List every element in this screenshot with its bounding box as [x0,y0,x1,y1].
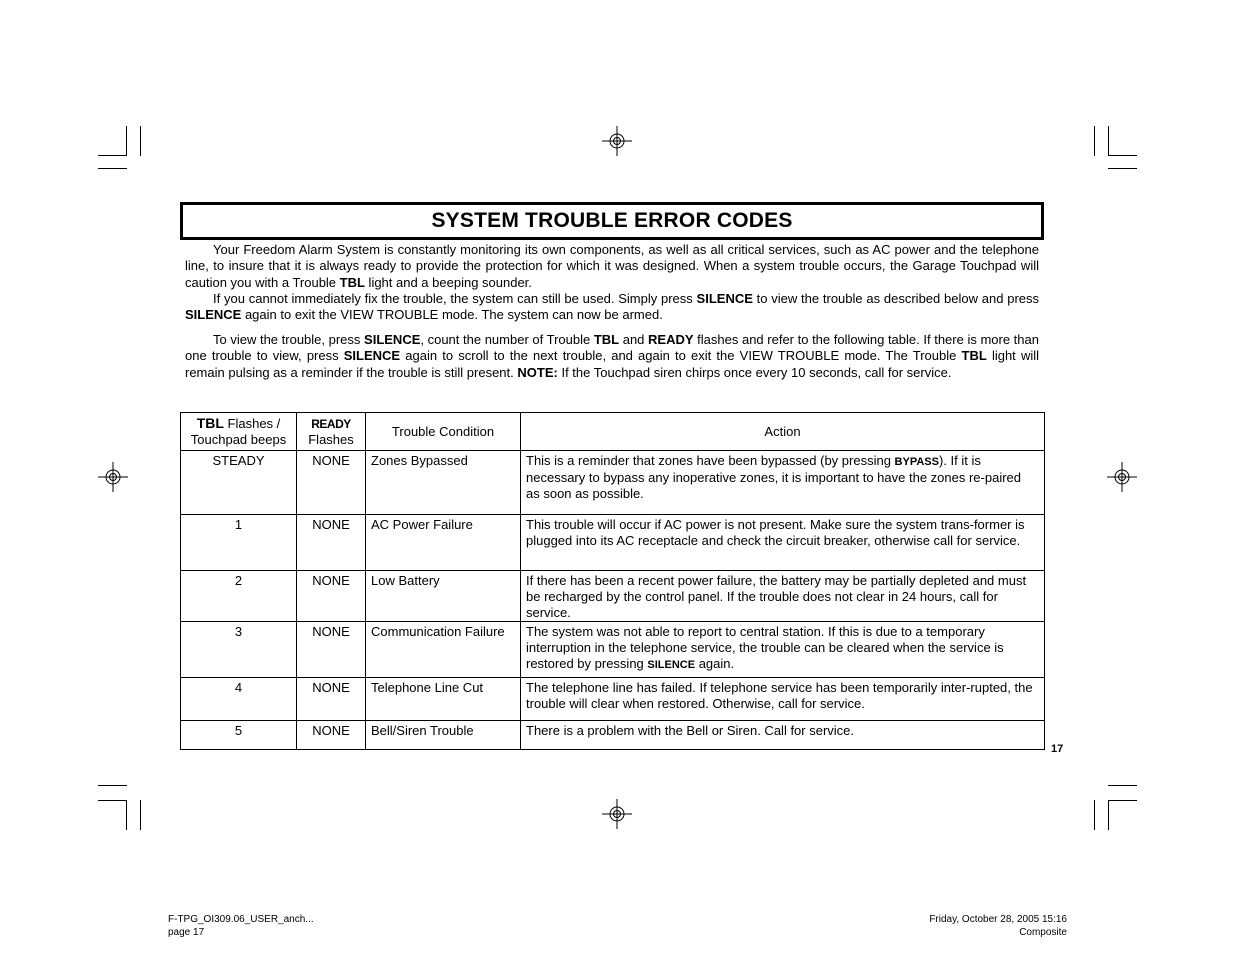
table-row [181,622,1045,678]
footer-left [168,913,314,939]
cell-condition: Low Battery [366,571,521,622]
table-row [181,571,1045,622]
trouble-codes-table [180,412,1045,750]
page-title: SYSTEM TROUBLE ERROR CODES [431,209,793,232]
cell-action: There is a problem with the Bell or Siren. Call for service. [521,721,1045,750]
cell-tbl: 1 [181,515,297,571]
intro-paragraph-2: If you cannot immediately fix the trouble, the system can still be used. Simply press SILENCE to view the trouble as described below and press SILENCE again to exit the VIEW TROUBLE mode. The system can now be armed. [185,291,1040,323]
cell-condition: Zones Bypassed [366,451,521,515]
cell-ready: NONE [297,451,366,515]
cell-condition: Bell/Siren Trouble [366,721,521,750]
cell-tbl: 3 [181,622,297,678]
footer-right [929,913,1067,939]
cell-ready: NONE [297,515,366,571]
cell-tbl: 2 [181,571,297,622]
cell-action: This is a reminder that zones have been bypassed (by pressing BYPASS). If it is necessary to bypass any inoperative zones, it is important to have the zones re-paired as soon as possible. [521,451,1045,515]
table-row [181,678,1045,721]
table-row [181,515,1045,571]
header-ready-flashes: READY Flashes [297,413,366,451]
intro-paragraph-3: To view the trouble, press SILENCE, count the number of Trouble TBL and READY flashes and refer to the following table. If there is more than one trouble to view, press SILENCE again to scroll to the next trouble, and again to exit the VIEW TROUBLE mode. The Trouble TBL light will remain pulsing as a reminder if the trouble is still present. NOTE: If the Touchpad siren chirps once every 10 seconds, call for service. [185,332,1039,380]
cell-ready: NONE [297,571,366,622]
cell-condition: Communication Failure [366,622,521,678]
cell-action: The telephone line has failed. If telephone service has been temporarily inter-rupted, the trouble will clear when restored. Otherwise, call for service. [521,678,1045,721]
page-number: 17 [1051,743,1064,755]
cell-action: If there has been a recent power failure, the battery may be partially depleted and must be recharged by the control panel. If the trouble does not clear in 24 hours, call for service. [521,571,1045,622]
header-tbl-flashes: TBL Flashes / Touchpad beeps [181,413,297,451]
registration-mark-left [98,462,128,492]
header-trouble-condition: Trouble Condition [366,413,521,451]
registration-mark-bottom [602,799,632,829]
registration-mark-right [1107,462,1137,492]
cell-tbl: STEADY [181,451,297,515]
cell-tbl: 5 [181,721,297,750]
cell-tbl: 4 [181,678,297,721]
table-row [181,721,1045,750]
cell-ready: NONE [297,622,366,678]
cell-condition: AC Power Failure [366,515,521,571]
footer-composite: Composite [1019,927,1067,938]
cell-action: The system was not able to report to central station. If this is due to a temporary interruption in the telephone service, the trouble can be cleared when the service is restored by pressing SILENCE again. [521,622,1045,678]
cell-ready: NONE [297,678,366,721]
footer-timestamp: Friday, October 28, 2005 15:16 [929,914,1067,925]
table-row [181,451,1045,515]
cell-condition: Telephone Line Cut [366,678,521,721]
title-box [180,202,1044,240]
footer-page: page 17 [168,927,205,938]
footer-filename: F-TPG_OI309.06_USER_anch... [168,914,314,925]
cell-ready: NONE [297,721,366,750]
intro-paragraph-1: Your Freedom Alarm System is constantly monitoring its own components, as well as all critical services, such as AC power and the telephone line, to insure that it is always ready to provide the protection for which it was designed. When a system trouble occurs, the Garage Touchpad will caution you with a Trouble TBL light and a beeping sounder. [185,242,1039,290]
registration-mark-top [602,126,632,156]
cell-action: This trouble will occur if AC power is not present. Make sure the system trans-former is plugged into its AC receptacle and check the circuit breaker, otherwise call for service. [521,515,1045,571]
table-header-row [181,413,1045,451]
header-action: Action [521,413,1045,451]
